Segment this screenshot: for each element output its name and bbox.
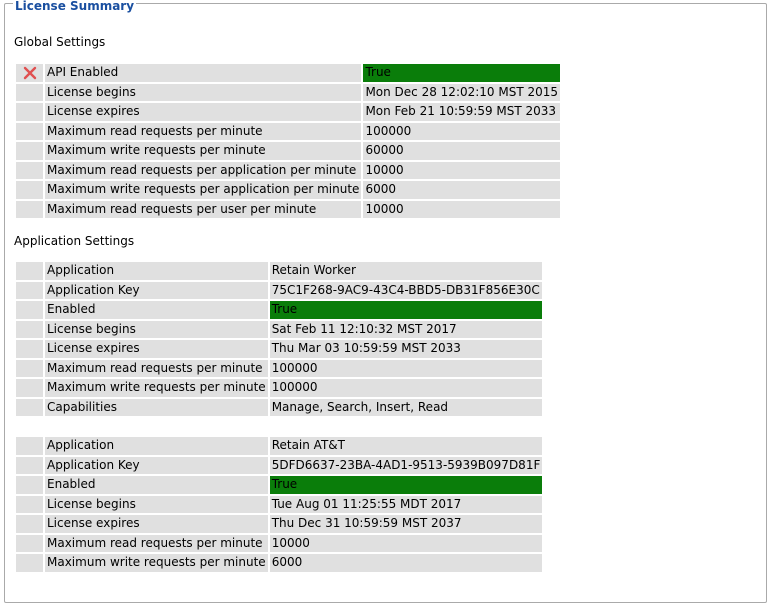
setting-label: Maximum read requests per minute — [45, 123, 361, 141]
row-license-begins — [16, 84, 560, 102]
setting-label: Enabled — [45, 301, 268, 319]
setting-label: License expires — [45, 103, 361, 121]
setting-value: 75C1F268-9AC9-43C4-BBD5-DB31F856E30C — [270, 282, 542, 300]
setting-value: 10000 — [363, 162, 560, 180]
setting-value: 5DFD6637-23BA-4AD1-9513-5939B097D81F — [270, 457, 543, 475]
status-true-value: True — [270, 476, 543, 494]
setting-label: License begins — [45, 496, 268, 514]
row-application — [16, 262, 542, 280]
x-icon[interactable] — [23, 66, 37, 80]
row-maximum-read-requests-per-user-per-minute — [16, 201, 560, 219]
icon-cell — [16, 535, 43, 553]
status-true-value: True — [270, 301, 542, 319]
row-api-enabled — [16, 64, 560, 82]
setting-value: 100000 — [270, 360, 542, 378]
row-enabled — [16, 476, 542, 494]
global-settings-title: Global Settings — [14, 35, 106, 49]
setting-label: Maximum write requests per minute — [45, 554, 268, 572]
icon-cell — [16, 301, 43, 319]
setting-label: Application — [45, 262, 268, 280]
icon-cell — [16, 123, 43, 141]
icon-cell — [16, 457, 43, 475]
setting-label: Maximum read requests per user per minute — [45, 201, 361, 219]
setting-label: Application Key — [45, 457, 268, 475]
icon-cell — [16, 103, 43, 121]
row-maximum-read-requests-per-application-per-minute — [16, 162, 560, 180]
setting-value: Mon Feb 21 10:59:59 MST 2033 — [363, 103, 560, 121]
setting-value: Mon Dec 28 12:02:10 MST 2015 — [363, 84, 560, 102]
setting-value: 10000 — [270, 535, 543, 553]
row-maximum-read-requests-per-minute — [16, 360, 542, 378]
setting-label: Maximum read requests per minute — [45, 535, 268, 553]
icon-cell — [16, 379, 43, 397]
icon-cell — [16, 515, 43, 533]
setting-value: 10000 — [363, 201, 560, 219]
icon-cell — [16, 554, 43, 572]
row-maximum-write-requests-per-application-per-minute — [16, 181, 560, 199]
setting-value: 6000 — [363, 181, 560, 199]
icon-cell — [16, 262, 43, 280]
row-maximum-write-requests-per-minute — [16, 142, 560, 160]
icon-cell — [16, 142, 43, 160]
row-enabled — [16, 301, 542, 319]
icon-cell[interactable] — [16, 64, 43, 82]
row-application-key — [16, 457, 542, 475]
setting-label: Maximum write requests per application per minute — [45, 181, 361, 199]
setting-label: License expires — [45, 515, 268, 533]
setting-value: Tue Aug 01 11:25:55 MDT 2017 — [270, 496, 543, 514]
setting-value: 100000 — [363, 123, 560, 141]
application-table — [14, 435, 544, 574]
setting-value: 100000 — [270, 379, 542, 397]
setting-value: Manage, Search, Insert, Read — [270, 399, 542, 417]
row-capabilities — [16, 399, 542, 417]
setting-label: License expires — [45, 340, 268, 358]
icon-cell — [16, 399, 43, 417]
icon-cell — [16, 496, 43, 514]
setting-value: Retain AT&T — [270, 437, 543, 455]
row-application-key — [16, 282, 542, 300]
application-table — [14, 260, 544, 418]
row-maximum-read-requests-per-minute — [16, 123, 560, 141]
setting-label: Application Key — [45, 282, 268, 300]
icon-cell — [16, 360, 43, 378]
row-license-expires — [16, 515, 542, 533]
icon-cell — [16, 321, 43, 339]
setting-label: API Enabled — [45, 64, 361, 82]
setting-value: Sat Feb 11 12:10:32 MST 2017 — [270, 321, 542, 339]
setting-value: 6000 — [270, 554, 543, 572]
setting-label: License begins — [45, 84, 361, 102]
row-maximum-write-requests-per-minute — [16, 379, 542, 397]
icon-cell — [16, 181, 43, 199]
icon-cell — [16, 340, 43, 358]
row-license-begins — [16, 321, 542, 339]
setting-value: 60000 — [363, 142, 560, 160]
icon-cell — [16, 282, 43, 300]
row-maximum-write-requests-per-minute — [16, 554, 542, 572]
status-true-value: True — [363, 64, 560, 82]
row-license-expires — [16, 340, 542, 358]
setting-label: License begins — [45, 321, 268, 339]
setting-value: Thu Mar 03 10:59:59 MST 2033 — [270, 340, 542, 358]
setting-label: Maximum write requests per minute — [45, 379, 268, 397]
setting-label: Capabilities — [45, 399, 268, 417]
setting-label: Enabled — [45, 476, 268, 494]
panel-legend: License Summary — [15, 0, 135, 13]
setting-value: Thu Dec 31 10:59:59 MST 2037 — [270, 515, 543, 533]
row-license-expires — [16, 103, 560, 121]
application-settings-title: Application Settings — [14, 234, 135, 248]
setting-value: Retain Worker — [270, 262, 542, 280]
row-maximum-read-requests-per-minute — [16, 535, 542, 553]
icon-cell — [16, 437, 43, 455]
icon-cell — [16, 84, 43, 102]
setting-label: Maximum read requests per minute — [45, 360, 268, 378]
setting-label: Application — [45, 437, 268, 455]
row-license-begins — [16, 496, 542, 514]
setting-label: Maximum read requests per application per minute — [45, 162, 361, 180]
setting-label: Maximum write requests per minute — [45, 142, 361, 160]
row-application — [16, 437, 542, 455]
icon-cell — [16, 201, 43, 219]
global-settings-table — [14, 62, 562, 220]
icon-cell — [16, 476, 43, 494]
icon-cell — [16, 162, 43, 180]
